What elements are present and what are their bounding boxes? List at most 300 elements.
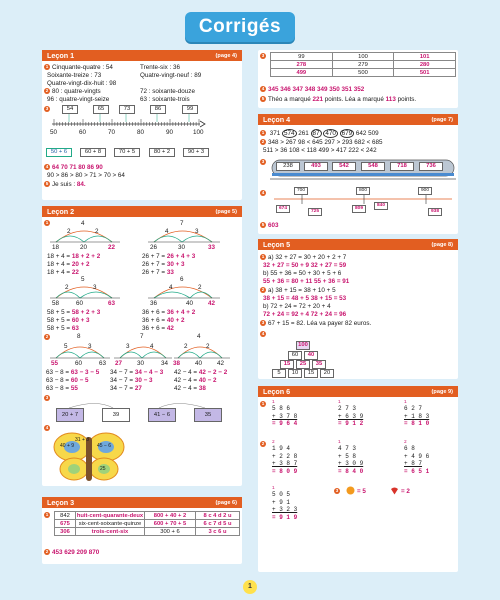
- carry: 1: [272, 486, 275, 491]
- l1-line-top-4: 99: [182, 105, 198, 114]
- column-addition: [272, 400, 297, 428]
- table-cell: 675: [55, 520, 76, 528]
- l1-ex2-b: 72 : soixante-douze: [140, 88, 195, 95]
- ex-number-4: 4: [261, 190, 265, 196]
- eq-answer: 40 + 2: [166, 317, 185, 324]
- l4-value: 642: [355, 130, 367, 137]
- table-cell: 280: [394, 61, 456, 69]
- table-cell: 800 + 40 + 2: [145, 512, 196, 520]
- column-addition: [272, 440, 297, 475]
- pyramid-cell: 35: [312, 360, 326, 369]
- arc-label: 3: [93, 284, 97, 291]
- eq-left: 18 + 4 =: [47, 269, 72, 276]
- column-addition: [338, 440, 363, 475]
- result: = 8 4 0: [338, 467, 364, 475]
- addend: + 3 7 8: [272, 412, 298, 420]
- arc-label: 2: [65, 284, 69, 291]
- arc-number: 58: [52, 300, 60, 307]
- l5-line: a) 32 + 27 = 30 + 20 + 2 + 7: [268, 254, 347, 261]
- arc-label: 2: [206, 343, 210, 350]
- ex-number-1: 1: [45, 220, 49, 226]
- lecon4-card: [258, 114, 458, 234]
- eq-left: 36 + 6 =: [142, 317, 167, 324]
- l4-value-circled: 87: [312, 130, 320, 137]
- result: = 9 1 2: [338, 420, 364, 427]
- lecon3-continued-card: [258, 50, 458, 108]
- expression-card: 35: [194, 408, 222, 422]
- ex-number-3: 3: [261, 320, 265, 326]
- addend: + 3 8 7: [272, 460, 298, 467]
- eq-left: 34 − 7 =: [110, 369, 135, 376]
- lecon4-page-ref: (page 7): [431, 116, 453, 123]
- ex-number-5: 5: [261, 222, 265, 228]
- line-label: 700: [294, 187, 308, 195]
- table-cell: 100: [332, 53, 394, 61]
- arcs-block-b: [50, 278, 240, 300]
- addend: 5 0 5: [272, 491, 291, 498]
- l1-ex4-order: 90 > 86 > 80 > 71 > 70 > 64: [47, 172, 125, 179]
- eq-answer: 34 − 4 − 3: [134, 369, 164, 376]
- l1-line-bottom-1: 60 + 8: [80, 148, 106, 157]
- arc-label: 2: [198, 284, 202, 291]
- table-cell: 499: [271, 69, 333, 77]
- ex-number-3: 3: [261, 53, 265, 59]
- l1-line-top-2: 73: [119, 105, 135, 114]
- l1-line-top-1: 65: [93, 105, 109, 114]
- lecon2-page-ref: (page 5): [215, 208, 237, 215]
- arc-number: 27: [115, 360, 123, 367]
- pyramid-cell: 100: [296, 341, 310, 350]
- ex-number-2: 2: [45, 88, 49, 94]
- rt-ex5-d: 113: [385, 96, 396, 103]
- column-addition: [404, 400, 429, 428]
- eq-answer: 58 + 2 + 3: [71, 309, 101, 316]
- result: = 8 0 9: [272, 467, 298, 475]
- l5-line: 67 + 15 = 82. Léa va payer 82 euros.: [268, 320, 372, 327]
- orange-icon: [346, 486, 355, 497]
- result: = 8 1 0: [404, 420, 430, 427]
- eq-left: 42 − 4 =: [174, 369, 199, 376]
- table-cell: 278: [271, 61, 333, 69]
- rt-ex5-a: Théo a marqué: [268, 96, 313, 103]
- carry: 2: [404, 440, 407, 445]
- l1-ex2-d: 63 : soixante-trois: [140, 96, 190, 103]
- arc-label: 4: [81, 220, 85, 227]
- pyramid-cell: 40: [304, 351, 318, 360]
- butterfly-label: 45 − 6: [97, 443, 112, 449]
- ex-number-5: 5: [261, 96, 265, 102]
- arc-label: 8: [77, 333, 81, 340]
- eq-answer: 55: [70, 385, 78, 392]
- arc-number: 40: [186, 300, 194, 307]
- carry: 1: [338, 440, 341, 445]
- eq-answer: 63 − 3 − 5: [70, 369, 100, 376]
- lecon1-card: [42, 50, 242, 200]
- result: = 6 5 1: [404, 467, 430, 475]
- eq-answer: 38: [198, 385, 206, 392]
- ex-number-4: 4: [261, 86, 265, 92]
- line-label: 900: [418, 187, 432, 195]
- train-window: 548: [361, 162, 385, 171]
- eq-answer: 42 − 2 − 2: [198, 369, 228, 376]
- l5-line: 55 + 36 = 80 + 11 55 + 36 = 91: [263, 278, 350, 285]
- column-addition: [404, 440, 429, 475]
- eq-left: 36 + 6 =: [142, 309, 167, 316]
- ex-number-1: 1: [261, 401, 265, 407]
- arc-label: 7: [140, 333, 144, 340]
- arc-number: 60: [75, 360, 83, 367]
- rt-ex5-c: points. Léa a marqué: [322, 96, 386, 103]
- lecon2-card: [42, 206, 242, 486]
- addend: 1 9 4: [272, 445, 291, 452]
- butterfly-label: 31 + 8: [75, 437, 90, 443]
- arc-label: 2: [184, 343, 188, 350]
- train-window: 542: [332, 162, 356, 171]
- arc-number: 55: [51, 360, 59, 367]
- eq-answer: 18 + 2 + 2: [71, 253, 101, 260]
- addend: 4 7 3: [338, 445, 357, 452]
- lecon3-card: [42, 497, 242, 564]
- eq-left: 63 − 8 =: [46, 369, 71, 376]
- eq-left: 34 − 7 =: [110, 385, 135, 392]
- carry: 1: [404, 400, 407, 405]
- train-window: 718: [390, 162, 414, 171]
- l1-ex1-d: Quatre-vingt-neuf : 89: [140, 72, 202, 79]
- lecon5-header: [258, 239, 458, 250]
- train-window: 493: [304, 162, 328, 171]
- arc-number: 18: [52, 244, 60, 251]
- arc-number: 30: [178, 244, 186, 251]
- ex-number-5: 5: [45, 181, 49, 187]
- l4-ex5: 603: [268, 222, 279, 229]
- arc-number: 26: [150, 244, 158, 251]
- pyramid-cell: 10: [288, 369, 302, 378]
- arc-label: 2: [95, 228, 99, 235]
- l4-value: 509: [368, 130, 379, 137]
- l1-ex5-label: Je suis :: [52, 181, 76, 188]
- l1-tick-80: 80: [137, 129, 145, 136]
- carry: 1: [338, 400, 341, 405]
- table-row: [271, 69, 456, 77]
- eq-answer: 33: [166, 269, 174, 276]
- table-cell: 279: [332, 61, 394, 69]
- eq-left: 26 + 7 =: [142, 253, 167, 260]
- arc-number: 60: [76, 300, 84, 307]
- eq-left: 63 − 8 =: [46, 377, 71, 384]
- rt-ex4: 345 346 347 348 349 350 351 352: [268, 86, 365, 93]
- ex-number-1: 1: [261, 130, 265, 136]
- l1-line-bottom-4: 90 + 3: [183, 148, 209, 157]
- eq-answer: 36 + 4 + 2: [166, 309, 196, 316]
- eq-left: 26 + 7 =: [142, 261, 167, 268]
- lecon4-header: [258, 114, 458, 125]
- butterfly-label: 25: [100, 466, 106, 472]
- eq-answer: 26 + 4 + 3: [166, 253, 196, 260]
- number-line: [50, 114, 210, 128]
- l5-line: 32 + 27 = 50 + 9 32 + 27 = 59: [263, 262, 347, 269]
- l1-ex1-c: Soixante-treize : 73: [47, 72, 102, 79]
- lecon6-card: [258, 386, 458, 572]
- addend: + 3 2 3: [272, 506, 298, 513]
- eq-answer: 27: [134, 385, 142, 392]
- eq-left: 42 − 4 =: [174, 385, 199, 392]
- lecon2-title: Leçon 2: [47, 207, 75, 216]
- eq-left: 36 + 6 =: [142, 325, 167, 332]
- arc-number: 42: [217, 360, 225, 367]
- eq-left: 26 + 7 =: [142, 269, 167, 276]
- eq-answer: 63: [71, 325, 79, 332]
- expression-card: 20 + 7: [56, 408, 84, 422]
- addend: 2 7 3: [338, 405, 357, 412]
- l1-ex1-e: Quatre-vingt-dix-huit : 98: [47, 80, 117, 87]
- lecon3-header: [42, 497, 242, 508]
- page-number: 1: [243, 580, 257, 594]
- l1-tick-60: 60: [79, 129, 87, 136]
- arc-number: 40: [195, 360, 203, 367]
- lecon6-title: Leçon 6: [263, 387, 291, 396]
- line-label: 674: [276, 205, 290, 213]
- expression-card: 41 − 6: [148, 408, 176, 422]
- table-cell: huit-cent-quarante-deux: [76, 512, 144, 519]
- arc-number: 63: [99, 360, 107, 367]
- column-addition: [338, 400, 363, 428]
- arc-label: 7: [180, 220, 184, 227]
- ex-number-2: 2: [45, 549, 49, 555]
- l5-line: b) 55 + 36 = 50 + 30 + 5 + 6: [263, 270, 342, 277]
- strawberry-icon: [390, 486, 399, 497]
- addend: 6 2 7: [404, 405, 423, 412]
- lecon3-page-ref: (page 6): [215, 499, 237, 506]
- table-cell: six-cent-soixante-quinze: [76, 520, 145, 528]
- arc-number: 30: [137, 360, 145, 367]
- arc-number: 36: [150, 300, 158, 307]
- lecon3-title: Leçon 3: [47, 498, 75, 507]
- lecon6-header: [258, 386, 458, 397]
- eq-left: 18 + 4 =: [47, 261, 72, 268]
- lecon1-page-ref: (page 4): [215, 52, 237, 59]
- eq-left: 18 + 4 =: [47, 253, 72, 260]
- addend: + 6 3 9: [338, 412, 364, 420]
- carry: 1: [272, 400, 275, 405]
- ex-number-4: 4: [45, 425, 49, 431]
- eq-answer: 60 + 3: [71, 317, 90, 324]
- lecon5-page-ref: (page 8): [431, 241, 453, 248]
- arc-label: 3: [195, 228, 199, 235]
- l1-ex4: 64 70 71 80 86 90: [52, 164, 103, 171]
- fruit2-value: = 2: [401, 488, 410, 495]
- line-label: 725: [308, 208, 322, 216]
- rt-ex5-b: 221: [312, 96, 323, 103]
- eq-answer: 42: [166, 325, 174, 332]
- arc-label: 5: [81, 276, 85, 283]
- l1-ex5-value: 84.: [76, 181, 86, 188]
- pyramid-cell: 15: [304, 369, 318, 378]
- table-cell: 8 c 4 d 2 u: [196, 512, 240, 520]
- arc-number: 42: [208, 300, 216, 307]
- eq-left: 63 − 8 =: [46, 385, 71, 392]
- eq-left: 34 − 7 =: [110, 377, 135, 384]
- l3-ex2: 453 629 209 870: [52, 549, 100, 556]
- eq-left: 58 + 5 =: [47, 325, 72, 332]
- lecon5-title: Leçon 5: [263, 240, 291, 249]
- l4-value-circled: 574: [284, 130, 295, 137]
- arc-number: 34: [161, 360, 169, 367]
- table-cell: 99: [271, 53, 333, 61]
- result: = 9 6 4: [272, 420, 298, 427]
- l5-line: a) 38 + 15 = 38 + 10 + 5: [268, 287, 336, 294]
- ex-number-3: 3: [335, 488, 339, 494]
- table-cell: 842: [55, 512, 76, 520]
- l4-value: 261: [298, 130, 309, 137]
- table-cell: 600 + 70 + 5: [145, 520, 196, 528]
- expression-card: 39: [102, 408, 130, 422]
- l1-ex2-a: 80 : quatre-vingts: [52, 88, 101, 95]
- carry: 2: [272, 440, 275, 445]
- pyramid-cell: 15: [280, 360, 294, 369]
- ex-number-3: 3: [261, 159, 265, 165]
- arc-label: 5: [64, 343, 68, 350]
- table-row: [271, 53, 456, 61]
- lecon5-card: [258, 239, 458, 379]
- addend: 6 8: [404, 445, 415, 452]
- number-line-4: [272, 194, 458, 204]
- table-cell: 500: [332, 69, 394, 77]
- ex-number-4: 4: [45, 164, 49, 170]
- l1-tick-100: 100: [193, 129, 204, 136]
- l1-tick-90: 90: [166, 129, 174, 136]
- addend: + 9 1: [272, 498, 291, 506]
- ex-number-2: 2: [45, 334, 49, 340]
- eq-left: 58 + 5 =: [47, 309, 72, 316]
- l1-line-bottom-0: 50 + 6: [46, 148, 72, 157]
- eq-answer: 20 + 2: [71, 261, 90, 268]
- arc-number: 63: [108, 300, 116, 307]
- l1-line-top-0: 54: [62, 105, 78, 114]
- ex-number-4: 4: [261, 331, 265, 337]
- l4-ex2b: 511 > 36 108 < 118 499 > 417 222 < 242: [263, 147, 377, 154]
- table-cell: 300 + 6: [145, 528, 196, 536]
- l4-ex2a: 348 > 267 98 < 645 297 > 293 682 < 685: [268, 139, 383, 146]
- pyramid-cell: 20: [320, 369, 334, 378]
- eq-answer: 60 − 5: [70, 377, 89, 384]
- l1-tick-50: 50: [50, 129, 58, 136]
- arc-label: 4: [165, 228, 169, 235]
- eq-answer: 40 − 2: [198, 377, 217, 384]
- l1-ex1-b: Trente-six : 36: [140, 64, 181, 71]
- column-addition: [272, 486, 297, 521]
- arc-label: 3: [88, 343, 92, 350]
- l4-value-circled: 470: [325, 130, 336, 137]
- l1-line-top-3: 86: [150, 105, 166, 114]
- eq-left: 42 − 4 =: [174, 377, 199, 384]
- butterfly-label: 40 + 9: [60, 443, 75, 449]
- table-cell: trois-cent-six: [76, 528, 145, 536]
- addend: + 3 0 9: [338, 460, 364, 467]
- lecon6-page-ref: (page 9): [431, 388, 453, 395]
- lecon1-title: Leçon 1: [47, 51, 75, 60]
- table-row: [55, 528, 240, 536]
- line-label: 800: [356, 187, 370, 195]
- page-title: Corrigés: [185, 12, 295, 42]
- eq-answer: 30 − 3: [134, 377, 153, 384]
- rt-ex5-e: points.: [395, 96, 417, 103]
- l1-tick-70: 70: [108, 129, 116, 136]
- line-label: 938: [428, 208, 442, 216]
- result: = 9 1 9: [272, 513, 298, 521]
- addend: + 1 8 3: [404, 412, 430, 420]
- table-row: [55, 520, 240, 528]
- arc-number: 22: [108, 244, 116, 251]
- table-cell: 3 c 6 u: [196, 528, 240, 536]
- table-cell: 501: [394, 69, 456, 77]
- table-row: [55, 512, 240, 520]
- l1-line-bottom-2: 70 + 5: [114, 148, 140, 157]
- eq-left: 58 + 5 =: [47, 317, 72, 324]
- ex-number-1: 1: [45, 512, 49, 518]
- ex-number-1: 1: [45, 64, 49, 70]
- l5-line: 72 + 24 = 92 + 4 72 + 24 = 96: [263, 311, 347, 318]
- table-cell: 6 c 7 d 5 u: [196, 520, 240, 528]
- ex-number-3: 3: [45, 395, 49, 401]
- addend: + 8 7: [404, 460, 423, 467]
- arc-number: 38: [173, 360, 181, 367]
- l4-value-circled: 679: [341, 130, 353, 137]
- arc-label: 6: [180, 276, 184, 283]
- ex-number-2: 2: [261, 139, 265, 145]
- addend: + 2 2 8: [272, 452, 298, 460]
- pyramid-cell: 60: [288, 351, 302, 360]
- fruit1-value: = 5: [357, 488, 366, 495]
- arc-label: 4: [150, 343, 154, 350]
- ex-number-2: 2: [261, 287, 265, 293]
- addend: + 4 9 6: [404, 452, 430, 460]
- pyramid-cell: 25: [296, 360, 310, 369]
- table-cell: 101: [394, 53, 456, 61]
- eq-answer: 22: [71, 269, 79, 276]
- lecon4-title: Leçon 4: [263, 115, 291, 124]
- numbers-table: [54, 511, 240, 536]
- line-label: 840: [374, 202, 388, 210]
- addend: 5 8 6: [272, 405, 291, 412]
- card-links: [67, 401, 217, 413]
- ex-number-2: 2: [261, 441, 265, 447]
- l1-ex1-a: Cinquante-quatre : 54: [52, 64, 113, 71]
- line-label: 809: [352, 205, 366, 213]
- ex-number-3: 3: [45, 106, 49, 112]
- arc-label: 4: [197, 333, 201, 340]
- l5-line: b) 72 + 24 = 72 + 20 + 4: [263, 303, 331, 310]
- number-grid: [270, 52, 456, 77]
- arcs-block-a: [50, 222, 240, 244]
- butterfly-icon: [50, 431, 130, 483]
- arc-label: 4: [169, 284, 173, 291]
- table-row: [271, 61, 456, 69]
- l1-line-bottom-3: 80 + 2: [149, 148, 175, 157]
- lecon1-header: [42, 50, 242, 61]
- l1-ex2-c: 96 : quatre-vingt-seize: [47, 96, 110, 103]
- pyramid-cell: 5: [272, 369, 286, 378]
- addend: + 5 8: [338, 452, 357, 460]
- l5-line: 38 + 15 = 48 + 5 38 + 15 = 53: [263, 295, 347, 302]
- arc-label: 3: [126, 343, 130, 350]
- l4-value: 371: [269, 130, 281, 137]
- eq-answer: 30 + 3: [166, 261, 185, 268]
- arc-label: 2: [67, 228, 71, 235]
- train-window: 736: [419, 162, 443, 171]
- arc-number: 20: [80, 244, 88, 251]
- train-window: 238: [276, 162, 300, 171]
- arc-number: 33: [208, 244, 216, 251]
